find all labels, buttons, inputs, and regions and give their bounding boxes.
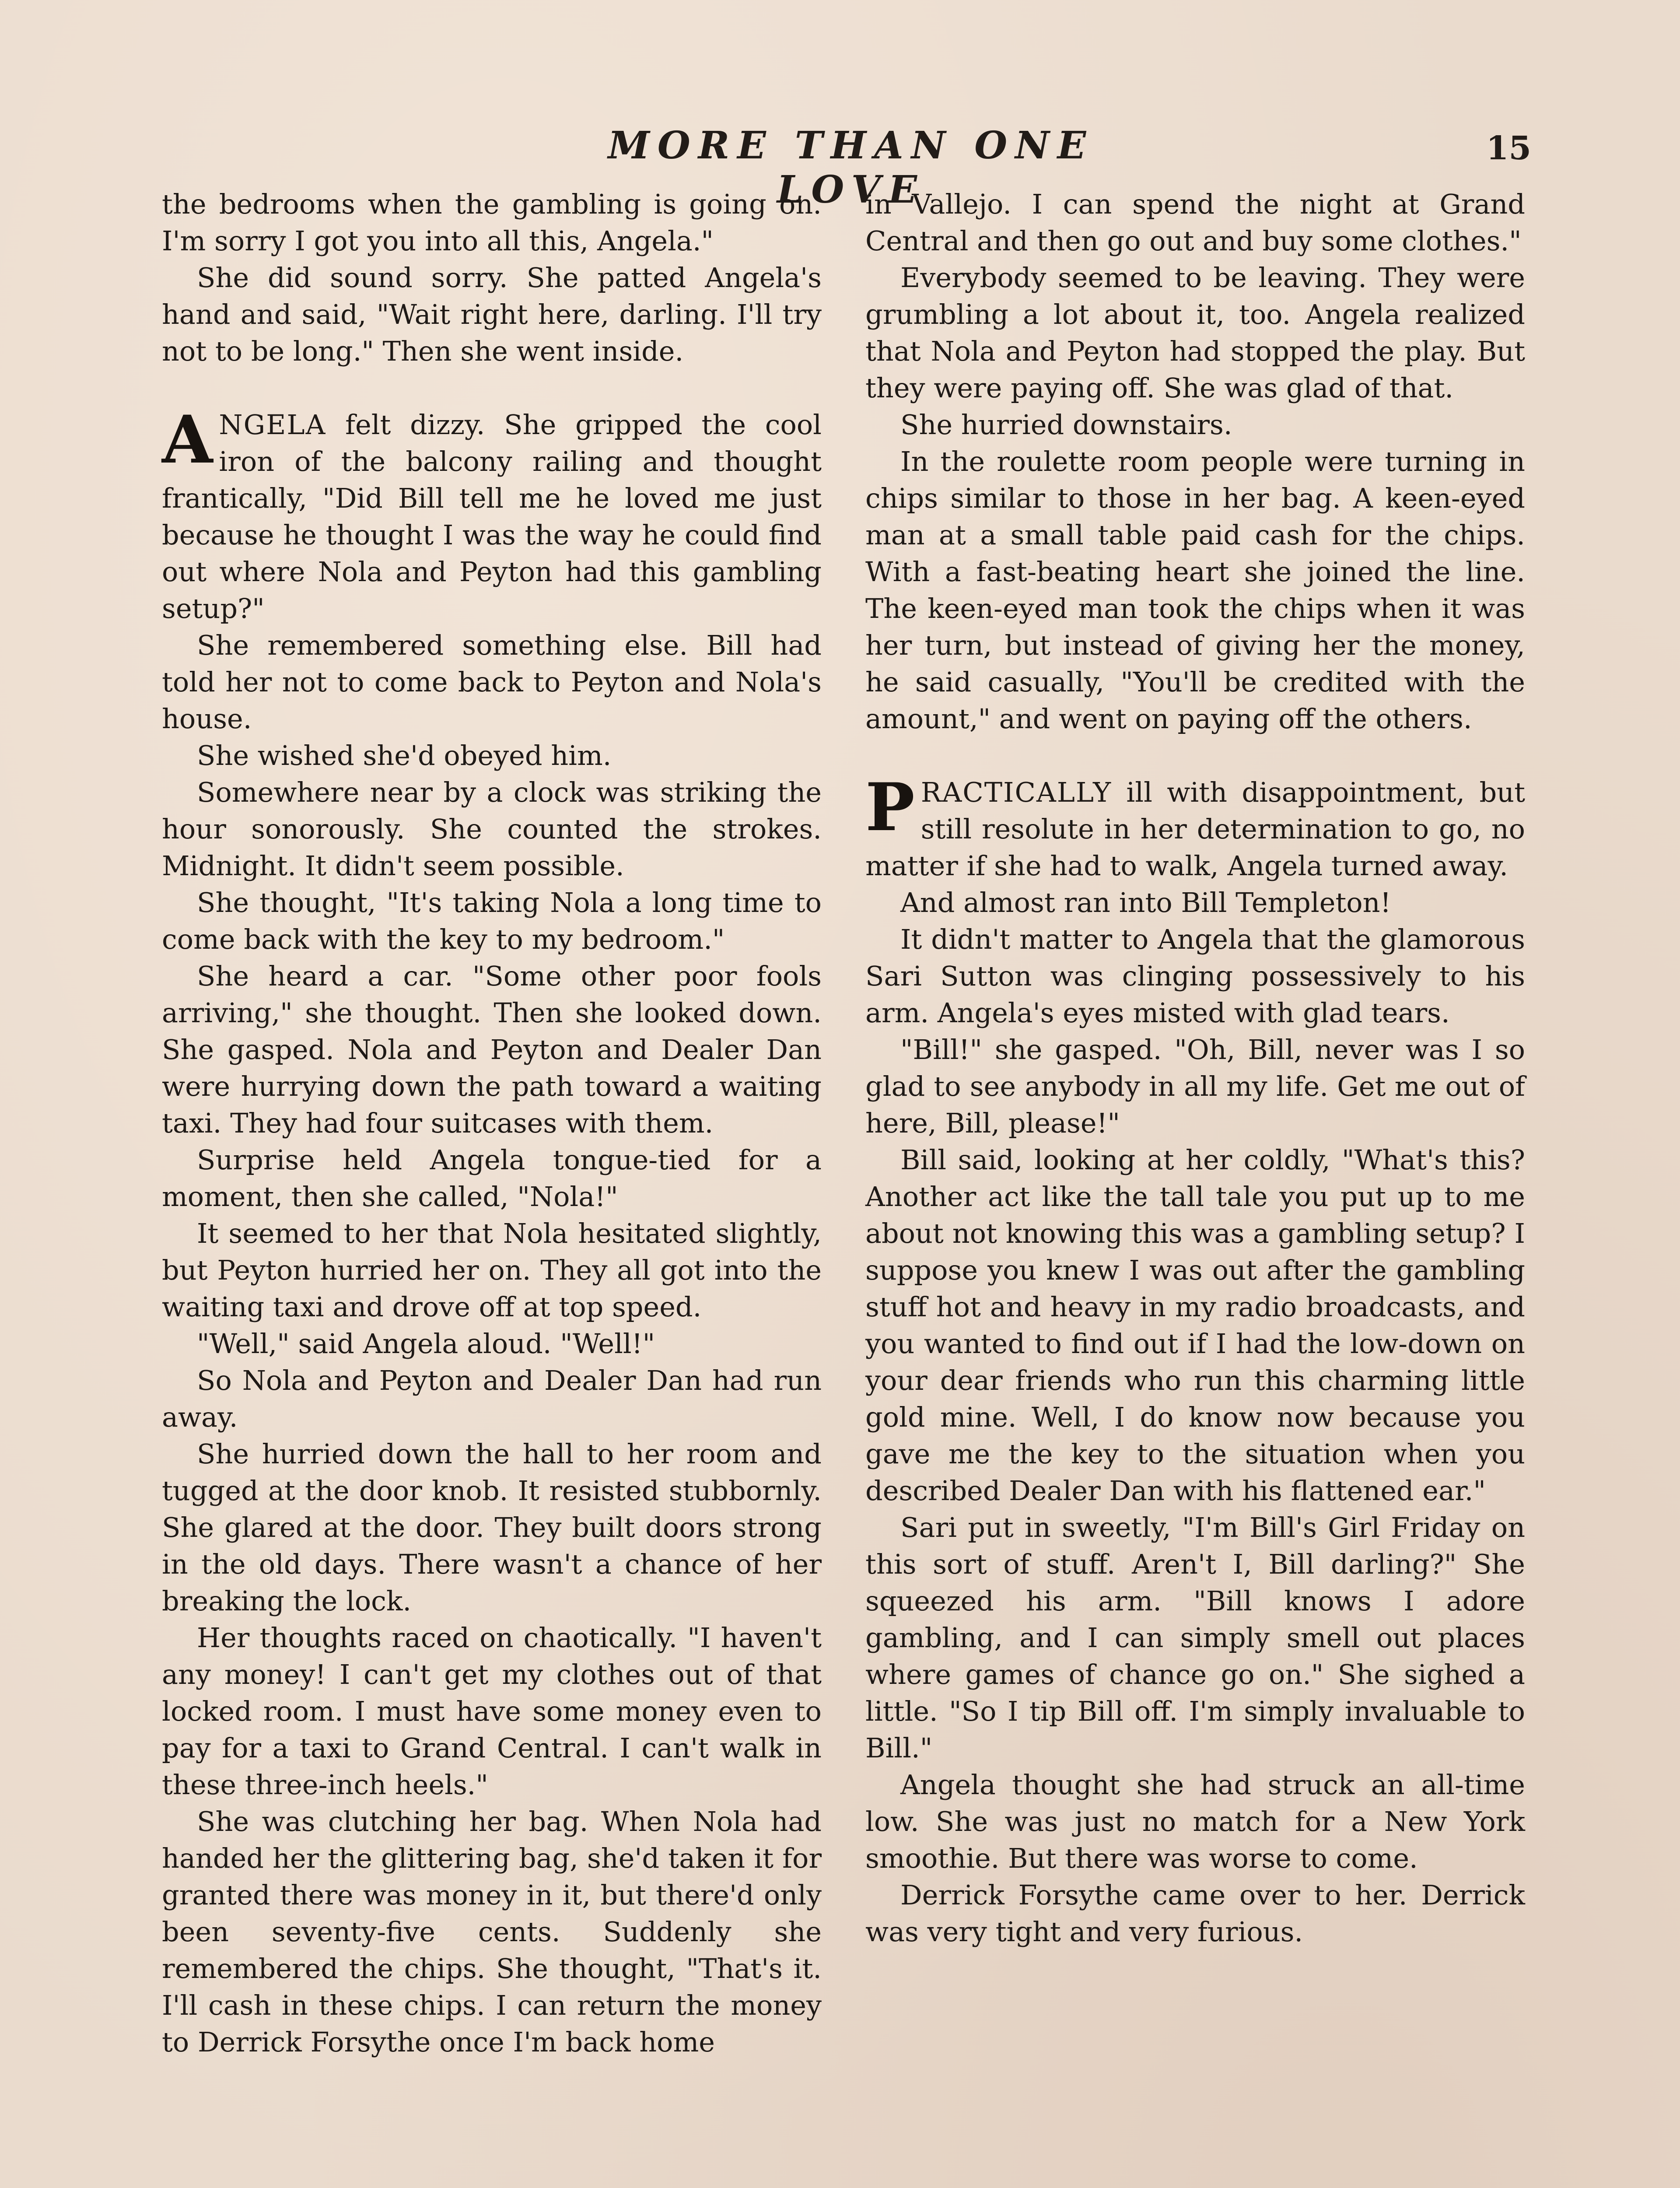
paragraph: Surprise held Angela tongue-tied for a moment, then she called, "Nola!" [162,1144,822,1213]
paragraph: "Bill!" she gasped. "Oh, Bill, never was I so glad to see anybody in all my life. Get me out of here, Bill, please!" [865,1034,1525,1139]
paragraph: Somewhere near by a clock was striking the hour sonorously. She counted the strokes. Midnight. It didn't seem possible. [162,776,822,882]
paragraph: In the roulette room people were turning in chips similar to those in her bag. A keen-eyed man at a small table paid cash for the chips. With a fast-beating heart she joined the line. The keen-eyed man took the chips when it was her turn, but instead of giving her the money, he said casually, "You'll be credited with the amount," and went on paying off the others. [865,445,1525,735]
paragraph: "Well," said Angela aloud. "Well!" [197,1328,655,1360]
left-column [162,186,822,2061]
paragraph: Derrick Forsythe came over to her. Derrick was very tight and very furious. [865,1879,1525,1948]
paragraph: Her thoughts raced on chaotically. "I haven't any money! I can't get my clothes out of that locked room. I must have some money even to pay for a taxi to Grand Central. I can't walk in these three-inch heels." [162,1622,822,1801]
paragraph: She wished she'd obeyed him. [197,740,612,771]
paragraph: Everybody seemed to be leaving. They were grumbling a lot about it, too. Angela realized that Nola and Peyton had stopped the play. But they were paying off. She was glad of that. [865,262,1525,404]
paragraph: She thought, "It's taking Nola a long time to come back with the key to my bedroom." [162,887,822,955]
lead-in: NGELA [219,409,326,441]
paragraph: She hurried downstairs. [900,409,1232,441]
paragraph: She hurried down the hall to her room and tugged at the door knob. It resisted stubbornly. She glared at the door. They built doors strong in the old days. There wasn't a chance of her breaking the lock. [162,1438,822,1617]
section-paragraph [162,401,822,627]
paragraph: in Vallejo. I can spend the night at Grand Central and then go out and buy some clothes." [865,188,1525,257]
paragraph-text: felt dizzy. She gripped the cool iron of the balcony railing and thought frantically, "Did Bill tell me he loved me just because he thought I was the way he could find out where Nola and Peyton had this gambling setup?" [162,409,822,624]
paragraph: Sari put in sweetly, "I'm Bill's Girl Friday on this sort of stuff. Aren't I, Bill darling?" She squeezed his arm. "Bill knows I adore gambling, and I can simply smell out places where games of chance go on." She sighed a little. "So I tip Bill off. I'm simply invaluable to Bill." [865,1511,1525,1764]
drop-cap: P [865,769,915,846]
running-head: MORE THAN ONE LOVE [608,123,1094,212]
paragraph: And almost ran into Bill Templeton! [900,887,1391,919]
paragraph: It seemed to her that Nola hesitated slightly, but Peyton hurried her on. They all got into the waiting taxi and drove off at top speed. [162,1217,822,1323]
paragraph: She was clutching her bag. When Nola had handed her the glittering bag, she'd taken it for granted there was money in it, but there'd only been seventy-five cents. Suddenly she remembered the chips. She thought, "That's it. I'll cash in these chips. I can return the money to Derrick Forsythe once I'm back home [162,1806,822,2058]
section-paragraph [865,769,1525,884]
paragraph-text: ill with disappointment, but still resolute in her determination to go, no matter if she had to walk, Angela turned away. [865,776,1525,882]
paragraph: Bill said, looking at her coldly, "What's this? Another act like the tall tale you put up to me about not knowing this was a gambling setup? I suppose you knew I was out after the gambling stuff hot and heavy in my radio broadcasts, and you wanted to find out if I had the low-down on your dear friends who run this charming little gold mine. Well, I do know now because you gave me the key to the situation when you described Dealer Dan with his flattened ear." [865,1144,1525,1507]
right-column [865,186,1525,1950]
lead-in: RACTICALLY [920,776,1112,808]
drop-cap: A [162,401,213,478]
paragraph: She heard a car. "Some other poor fools arriving," she thought. Then she looked down. She gasped. Nola and Peyton and Dealer Dan were hurrying down the path toward a waiting taxi. They had four suitcases with them. [162,960,822,1139]
paragraph: the bedrooms when the gambling is going on. I'm sorry I got you into all this, Angela." [162,188,822,257]
paragraph: So Nola and Peyton and Dealer Dan had run away. [162,1364,822,1433]
paragraph: She remembered something else. Bill had told her not to come back to Peyton and Nola's house. [162,629,822,735]
paragraph: She did sound sorry. She patted Angela's hand and said, "Wait right here, darling. I'll try not to be long." Then she went inside. [162,262,822,367]
paragraph: It didn't matter to Angela that the glamorous Sari Sutton was clinging possessively to his arm. Angela's eyes misted with glad tears. [865,923,1525,1029]
page-number: 15 [1486,130,1531,167]
paragraph: Angela thought she had struck an all-time low. She was just no match for a New York smoothie. But there was worse to come. [865,1769,1525,1874]
